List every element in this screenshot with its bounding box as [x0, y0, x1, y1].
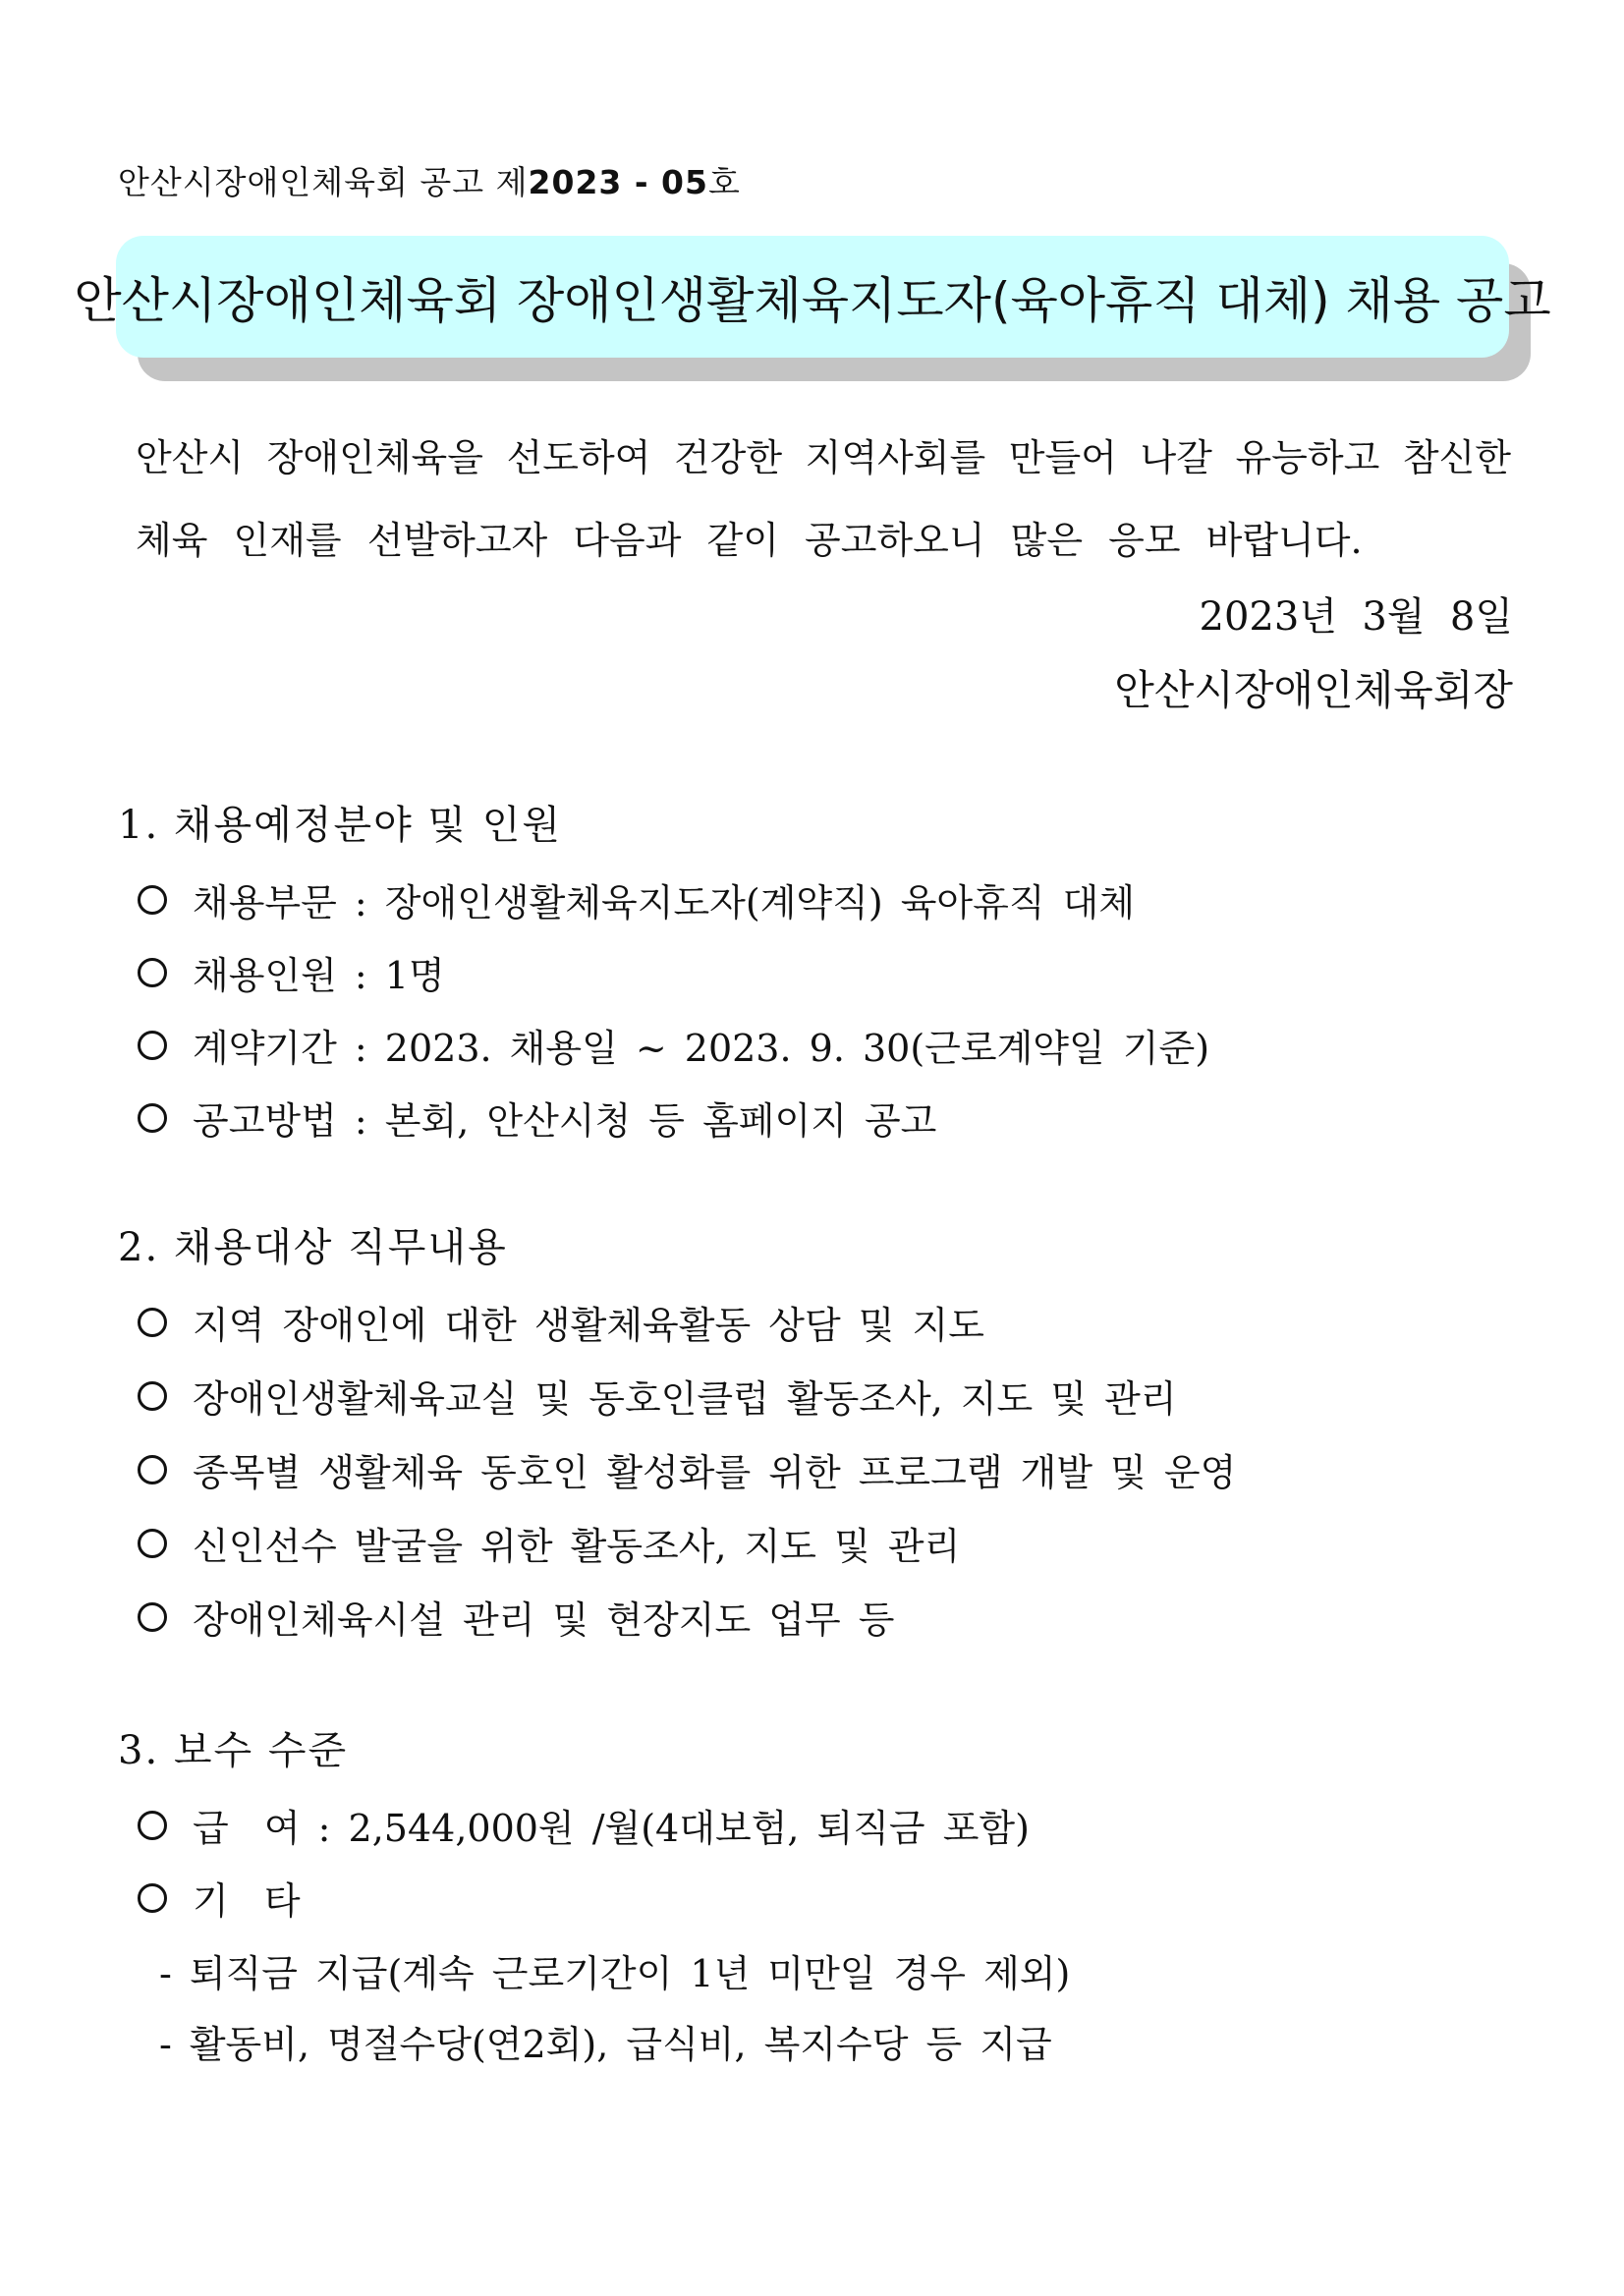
list-item-text: 공고방법 : 본회, 안산시청 등 홈페이지 공고 — [193, 1099, 937, 1143]
list-item-text: 급 여 : 2,544,000원 /월(4대보험, 퇴직금 포함) — [193, 1807, 1030, 1850]
title-box — [74, 236, 1551, 358]
circle-bullet-icon — [138, 958, 167, 987]
announcement-date: 2023년 3월 8일 — [1199, 594, 1513, 640]
signer: 안산시장애인체육회장 — [1114, 666, 1513, 714]
list-item-text: 계약기간 : 2023. 채용일 ~ 2023. 9. 30(근로계약일 기준) — [193, 1027, 1210, 1070]
circle-bullet-icon — [138, 1455, 167, 1484]
list-item — [138, 1590, 894, 1644]
dash-bullet: - — [159, 1952, 172, 1995]
list-item — [138, 1798, 1030, 1852]
circle-bullet-icon — [138, 1811, 167, 1840]
list-item-text: 신인선수 발굴을 위한 활동조사, 지도 및 관리 — [193, 1525, 961, 1568]
list-item-text: 장애인생활체육교실 및 동호인클럽 활동조사, 지도 및 관리 — [193, 1377, 1177, 1421]
list-item-text: 채용인원 : 1명 — [193, 954, 445, 997]
list-item — [138, 1295, 984, 1349]
list-item-text: 장애인체육시설 관리 및 현장지도 업무 등 — [193, 1598, 895, 1642]
circle-bullet-icon — [138, 1883, 167, 1913]
list-item — [138, 872, 1135, 926]
circle-bullet-icon — [138, 885, 167, 915]
notice-suffix: 호 — [707, 163, 741, 201]
intro-line-1: 안산시 장애인체육을 선도하여 건강한 지역사회를 만들어 나갈 유능하고 참신한 — [136, 436, 1511, 479]
circle-bullet-icon — [138, 1529, 167, 1558]
section-heading-3: 3. 보수 수준 — [118, 1728, 349, 1773]
list-item-text: 채용부문 : 장애인생활체육지도자(계약직) 육아휴직 대체 — [193, 881, 1136, 924]
list-item — [138, 1369, 1177, 1423]
circle-bullet-icon — [138, 1602, 167, 1632]
sub-list-item — [159, 1943, 1070, 1997]
list-item-text: 기 타 — [193, 1879, 301, 1923]
notice-prefix: 안산시장애인체육회 공고 제 — [118, 163, 529, 201]
list-item — [138, 1018, 1209, 1072]
list-item — [138, 1871, 301, 1925]
list-item-text: 종목별 생활체육 동호인 활성화를 위한 프로그램 개발 및 운영 — [193, 1451, 1237, 1494]
circle-bullet-icon — [138, 1381, 167, 1411]
intro-line-2: 체육 인재를 선발하고자 다음과 같이 공고하오니 많은 응모 바랍니다. — [136, 519, 1363, 562]
sub-list-item-text: 활동비, 명절수당(연2회), 급식비, 복지수당 등 지급 — [189, 2023, 1052, 2066]
list-item — [138, 1442, 1236, 1496]
list-item — [138, 945, 445, 999]
circle-bullet-icon — [138, 1308, 167, 1337]
circle-bullet-icon — [138, 1031, 167, 1060]
circle-bullet-icon — [138, 1103, 167, 1133]
sub-list-item-text: 퇴직금 지급(계속 근로기간이 1년 미만일 경우 제외) — [189, 1952, 1071, 1995]
section-heading-2: 2. 채용대상 직무내용 — [118, 1225, 508, 1270]
intro-paragraph — [136, 417, 1511, 582]
page-title: 안산시장애인체육회 장애인생활체육지도자(육아휴직 대체) 채용 공고 — [74, 272, 1551, 329]
notice-number-value: 2023 - 05 — [528, 163, 708, 201]
notice-number — [118, 157, 741, 203]
sub-list-item — [159, 2014, 1052, 2068]
dash-bullet: - — [159, 2023, 172, 2066]
list-item — [138, 1516, 960, 1570]
section-heading-1: 1. 채용예정분야 및 인원 — [118, 803, 563, 848]
list-item — [138, 1091, 936, 1145]
list-item-text: 지역 장애인에 대한 생활체육활동 상담 및 지도 — [193, 1304, 984, 1347]
